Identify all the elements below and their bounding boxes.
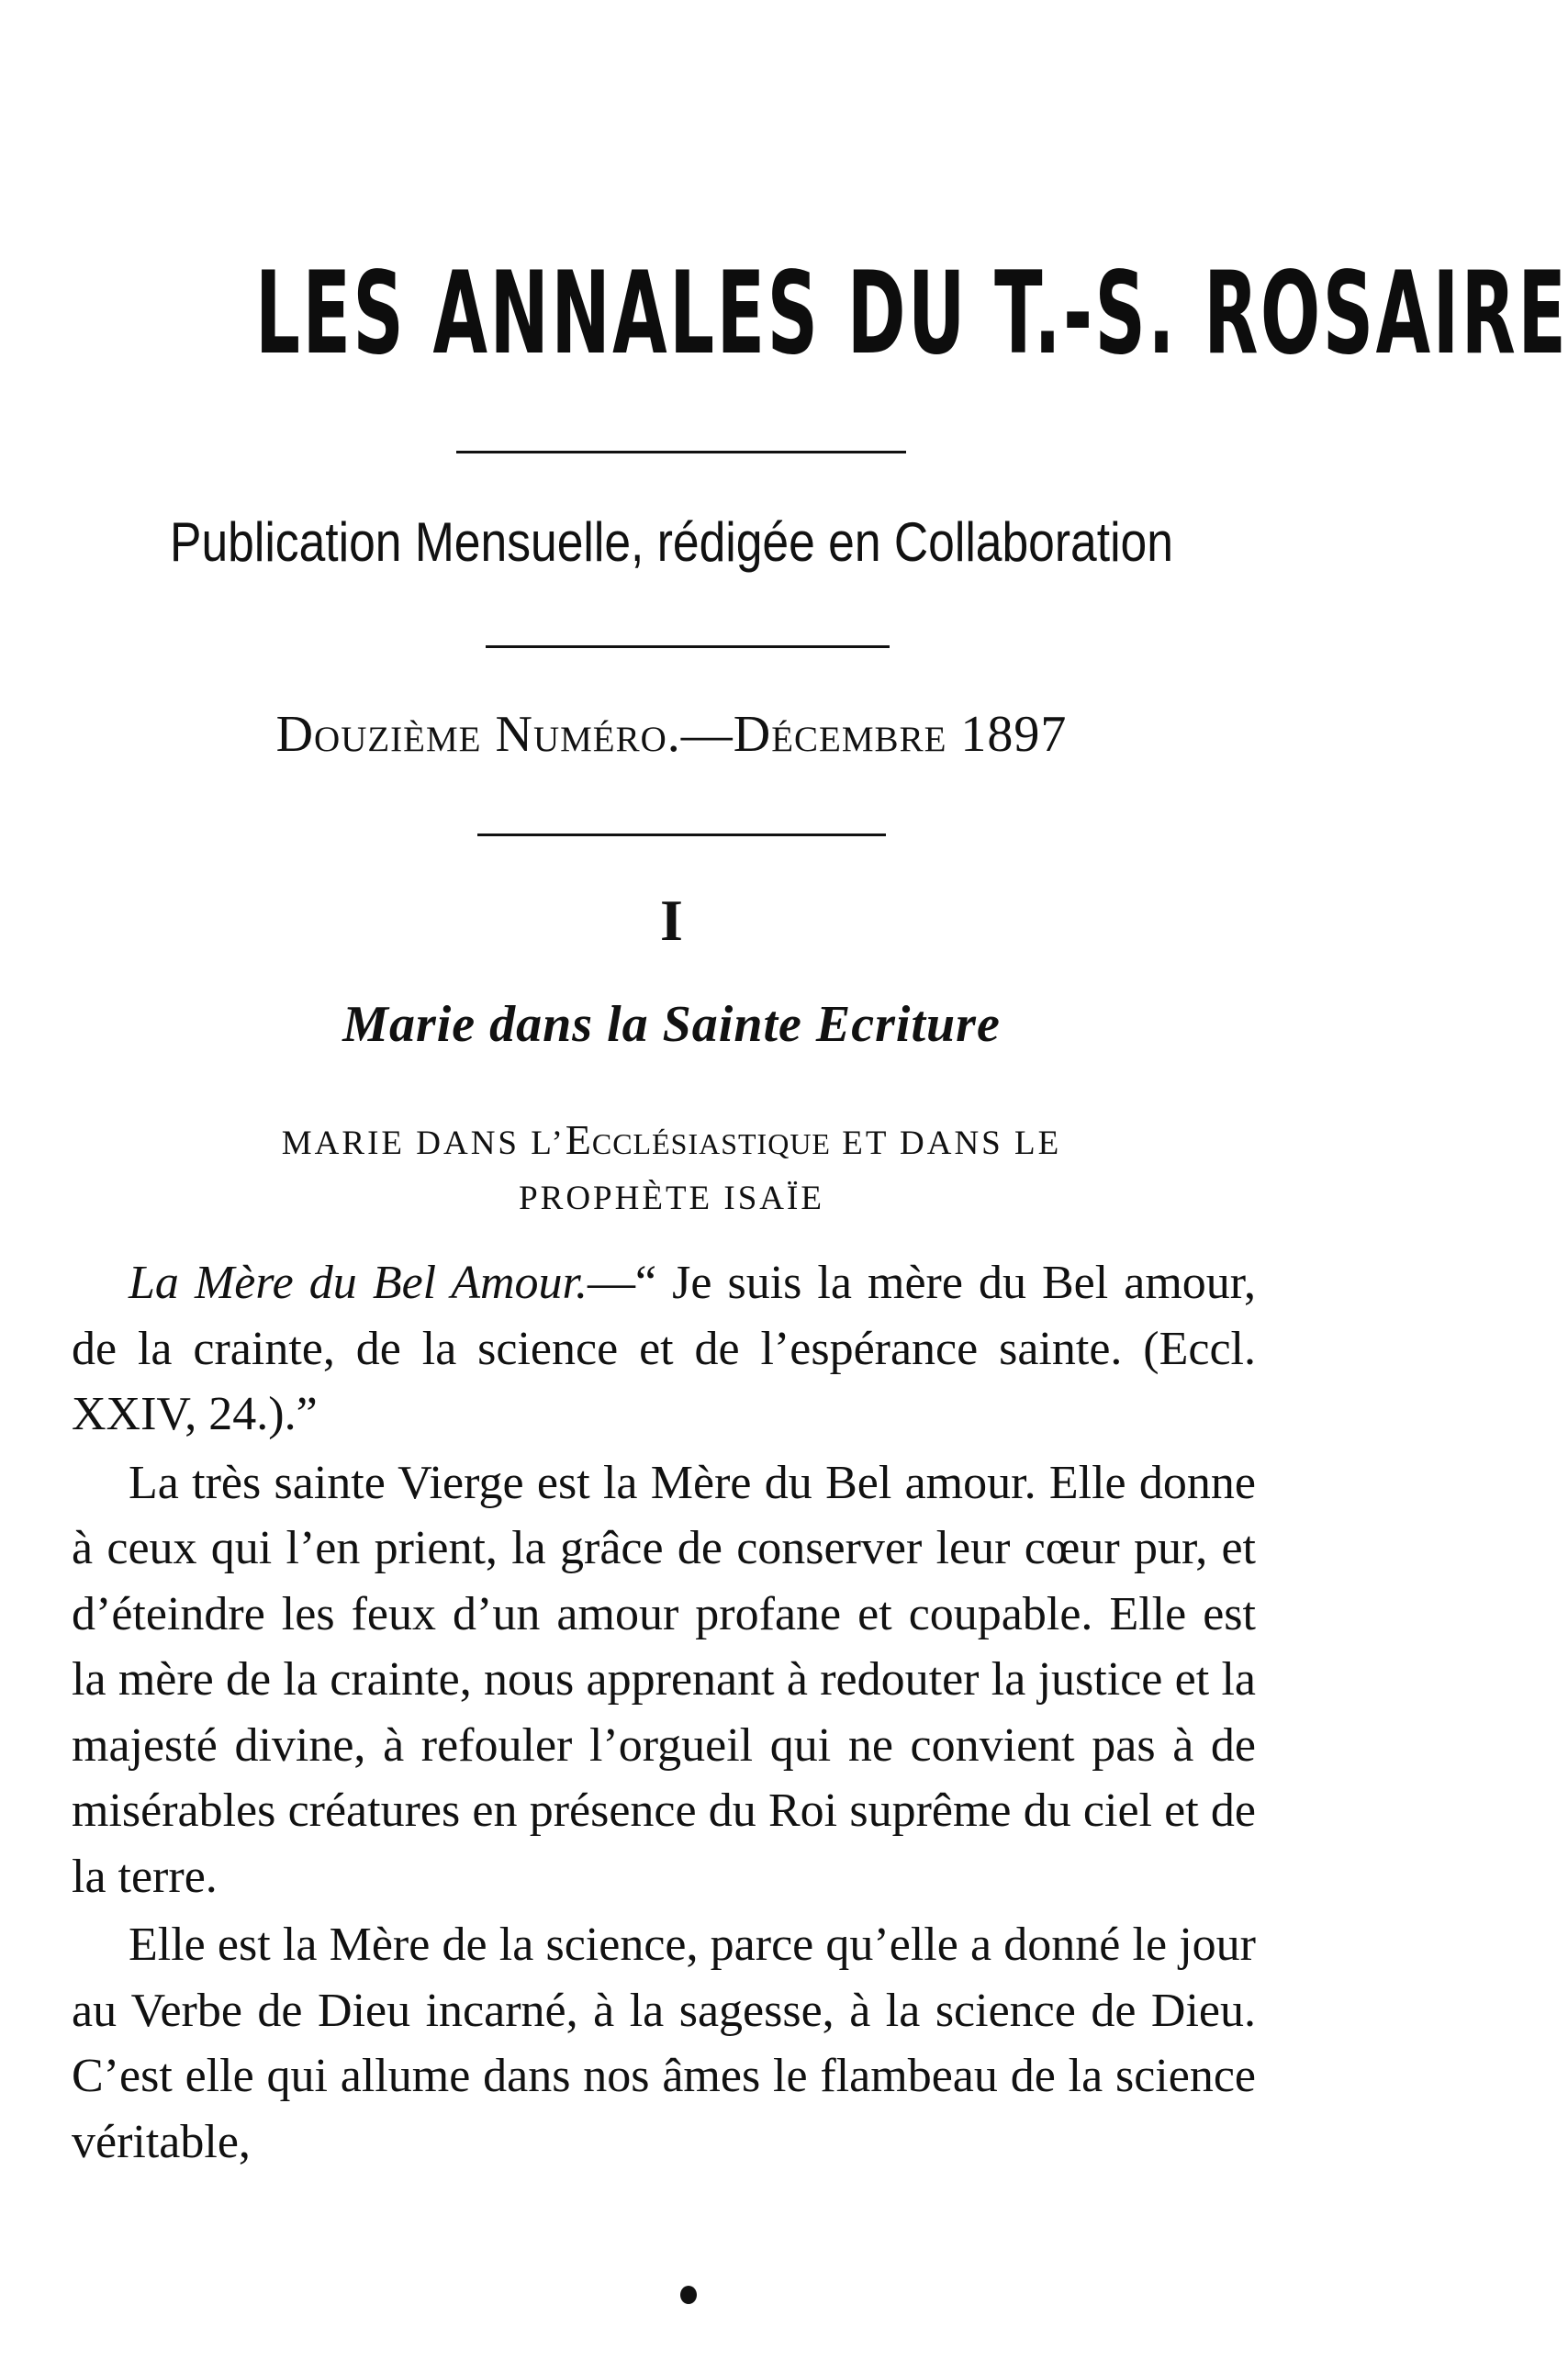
section-heading-line-2: PROPHÈTE ISAÏE [519, 1180, 824, 1217]
page-ornament [680, 2286, 697, 2304]
paragraph-text: —“ Je suis la mère du Bel amour, de la crainte, de la science et de l’espérance sainte. (Eccl. XXIV, 24.).” [72, 1257, 1256, 1440]
paragraph: La très sainte Vierge est la Mère du Bel amour. Elle donne à ceux qui l’en prient, la grâce de conserver leur cœur pur, et d’éteindre les feux d’un amour profane et coupable. Elle est la mère de la crainte, nous apprenant à redouter la justice et la majesté divine, à refouler l’orgueil qui ne convient pas à de misérables créatures en présence du Roi suprême du ciel et de la terre. [72, 1456, 1256, 1903]
heading-part: ET DANS LE [830, 1124, 1062, 1162]
issue-line: Douzième Numéro.—Décembre 1897 [275, 706, 1068, 763]
divider-rule [486, 645, 890, 648]
paragraph: Elle est la Mère de la science, parce qu’elle a donné le jour au Verbe de Dieu incarné, à la sagesse, à la science de Dieu. C’est elle qui allume dans nos âmes le flambeau de la science véritable, [72, 1919, 1256, 2168]
publication-subtitle: Publication Mensuelle, rédigée en Collaboration [170, 511, 1173, 573]
article-body [72, 1250, 1256, 2175]
divider-rule [456, 451, 906, 453]
divider-rule [477, 834, 886, 836]
heading-part: Ecclésiastique [565, 1116, 831, 1163]
paragraph [72, 1250, 1256, 1448]
paragraph-lead: La Mère du Bel Amour. [129, 1257, 588, 1309]
masthead-title: LES ANNALES DU T.-S. ROSAIRE [254, 248, 1568, 380]
section-number: I [660, 888, 683, 953]
section-title: Marie dans la Sainte Ecriture [342, 996, 1001, 1053]
heading-part: MARIE DANS L’ [281, 1124, 566, 1162]
section-heading-line-1 [0, 1115, 1343, 1164]
